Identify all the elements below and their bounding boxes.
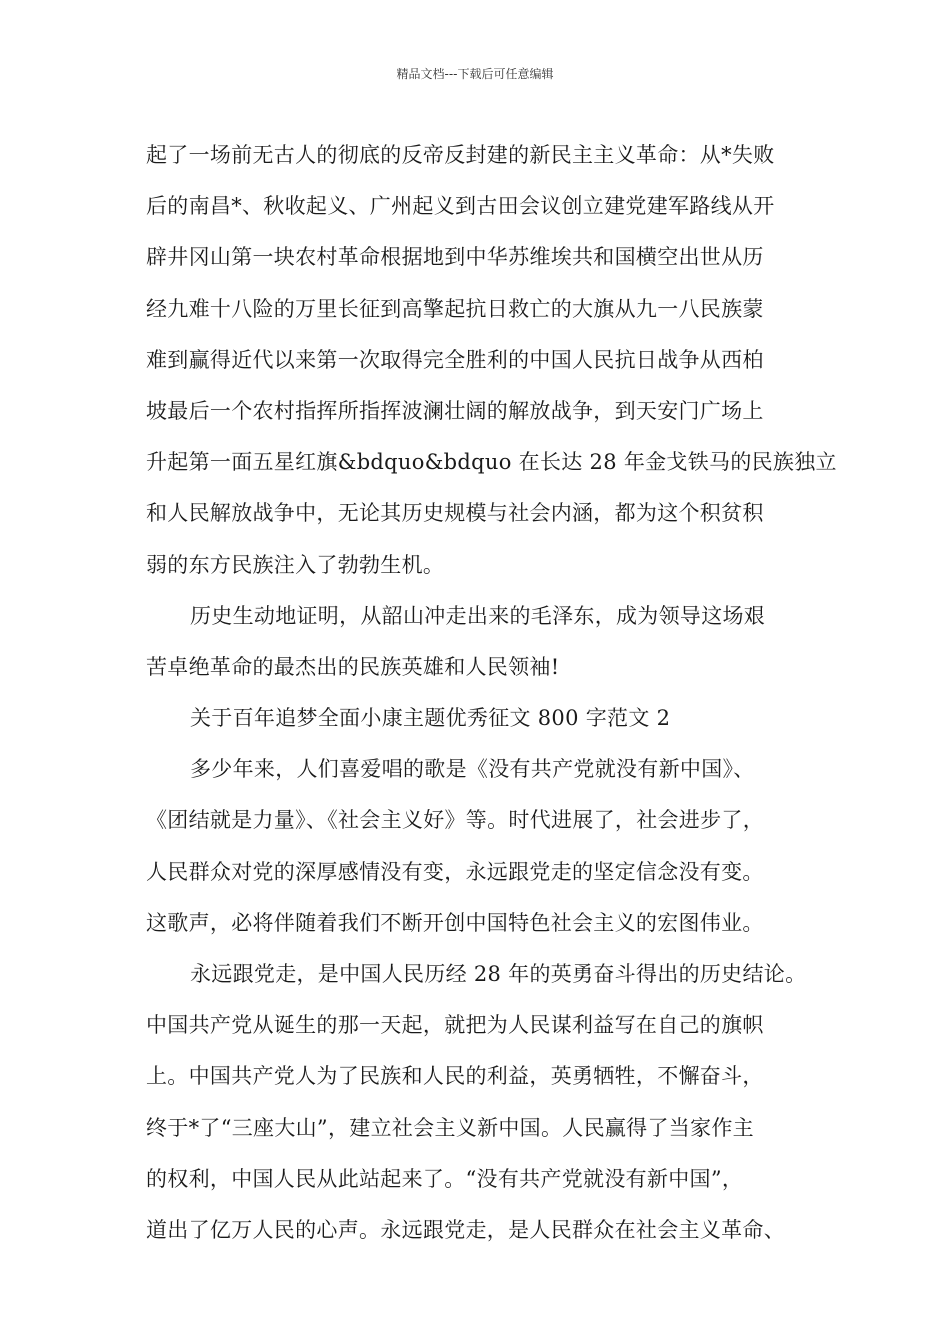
section-heading: 关于百年追梦全面小康主题优秀征文 800 字范文 2 bbox=[190, 706, 671, 731]
document-body bbox=[146, 130, 837, 1256]
text-line: 后的南昌*、秋收起义、广州起义到古田会议创立建党建军路线从开 bbox=[146, 194, 775, 219]
text-line: 起了一场前无古人的彻底的反帝反封建的新民主主义革命：从*失败 bbox=[146, 143, 775, 167]
text-line: 难到赢得近代以来第一次取得完全胜利的中国人民抗日战争从西柏 bbox=[146, 347, 764, 372]
text-line: 这歌声，必将伴随着我们不断开创中国特色社会主义的宏图伟业。 bbox=[146, 910, 764, 935]
text-line: 和人民解放战争中，无论其历史规模与社会内涵，都为这个积贫积 bbox=[146, 501, 764, 526]
text-line: 道出了亿万人民的心声。永远跟党走，是人民群众在社会主义革命、 bbox=[146, 1217, 785, 1242]
text-line: 坡最后一个农村指挥所指挥波澜壮阔的解放战争，到天安门广场上 bbox=[146, 398, 764, 423]
text-line: 苦卓绝革命的最杰出的民族英雄和人民领袖! bbox=[146, 654, 560, 679]
text-line: 弱的东方民族注入了勃勃生机。 bbox=[146, 552, 445, 577]
text-line: 终于*了“三座大山”，建立社会主义新中国。人民赢得了当家作主 bbox=[146, 1115, 754, 1140]
paragraph-first-line: 多少年来，人们喜爱唱的歌是《没有共产党就没有新中国》、 bbox=[190, 757, 755, 782]
text-line: 辟井冈山第一块农村革命根据地到中华苏维埃共和国横空出世从历 bbox=[146, 245, 764, 270]
text-line: 经九难十八险的万里长征到高擎起抗日救亡的大旗从九一八民族蒙 bbox=[146, 296, 764, 321]
page-header: 精品文档---下载后可任意编辑 bbox=[396, 67, 554, 81]
paragraph-first-line: 历史生动地证明，从韶山冲走出来的毛泽东，成为领导这场艰 bbox=[190, 603, 766, 628]
text-line: 人民群众对党的深厚感情没有变，永远跟党走的坚定信念没有变。 bbox=[146, 859, 764, 884]
text-line: 升起第一面五星红旗&bdquo&bdquo 在长达 28 年金戈铁马的民族独立 bbox=[146, 450, 837, 475]
text-line: 上。中国共产党人为了民族和人民的利益，英勇牺牲，不懈奋斗， bbox=[146, 1064, 764, 1089]
text-line: 的权利，中国人民从此站起来了。“没有共产党就没有新中国”， bbox=[146, 1166, 744, 1191]
paragraph-first-line: 永远跟党走，是中国人民历经 28 年的英勇奋斗得出的历史结论。 bbox=[190, 962, 807, 986]
text-line: 中国共产党从诞生的那一天起，就把为人民谋利益写在自己的旗帜 bbox=[146, 1013, 764, 1038]
text-line: 《团结就是力量》、《社会主义好》等。时代进展了，社会进步了， bbox=[146, 808, 764, 833]
